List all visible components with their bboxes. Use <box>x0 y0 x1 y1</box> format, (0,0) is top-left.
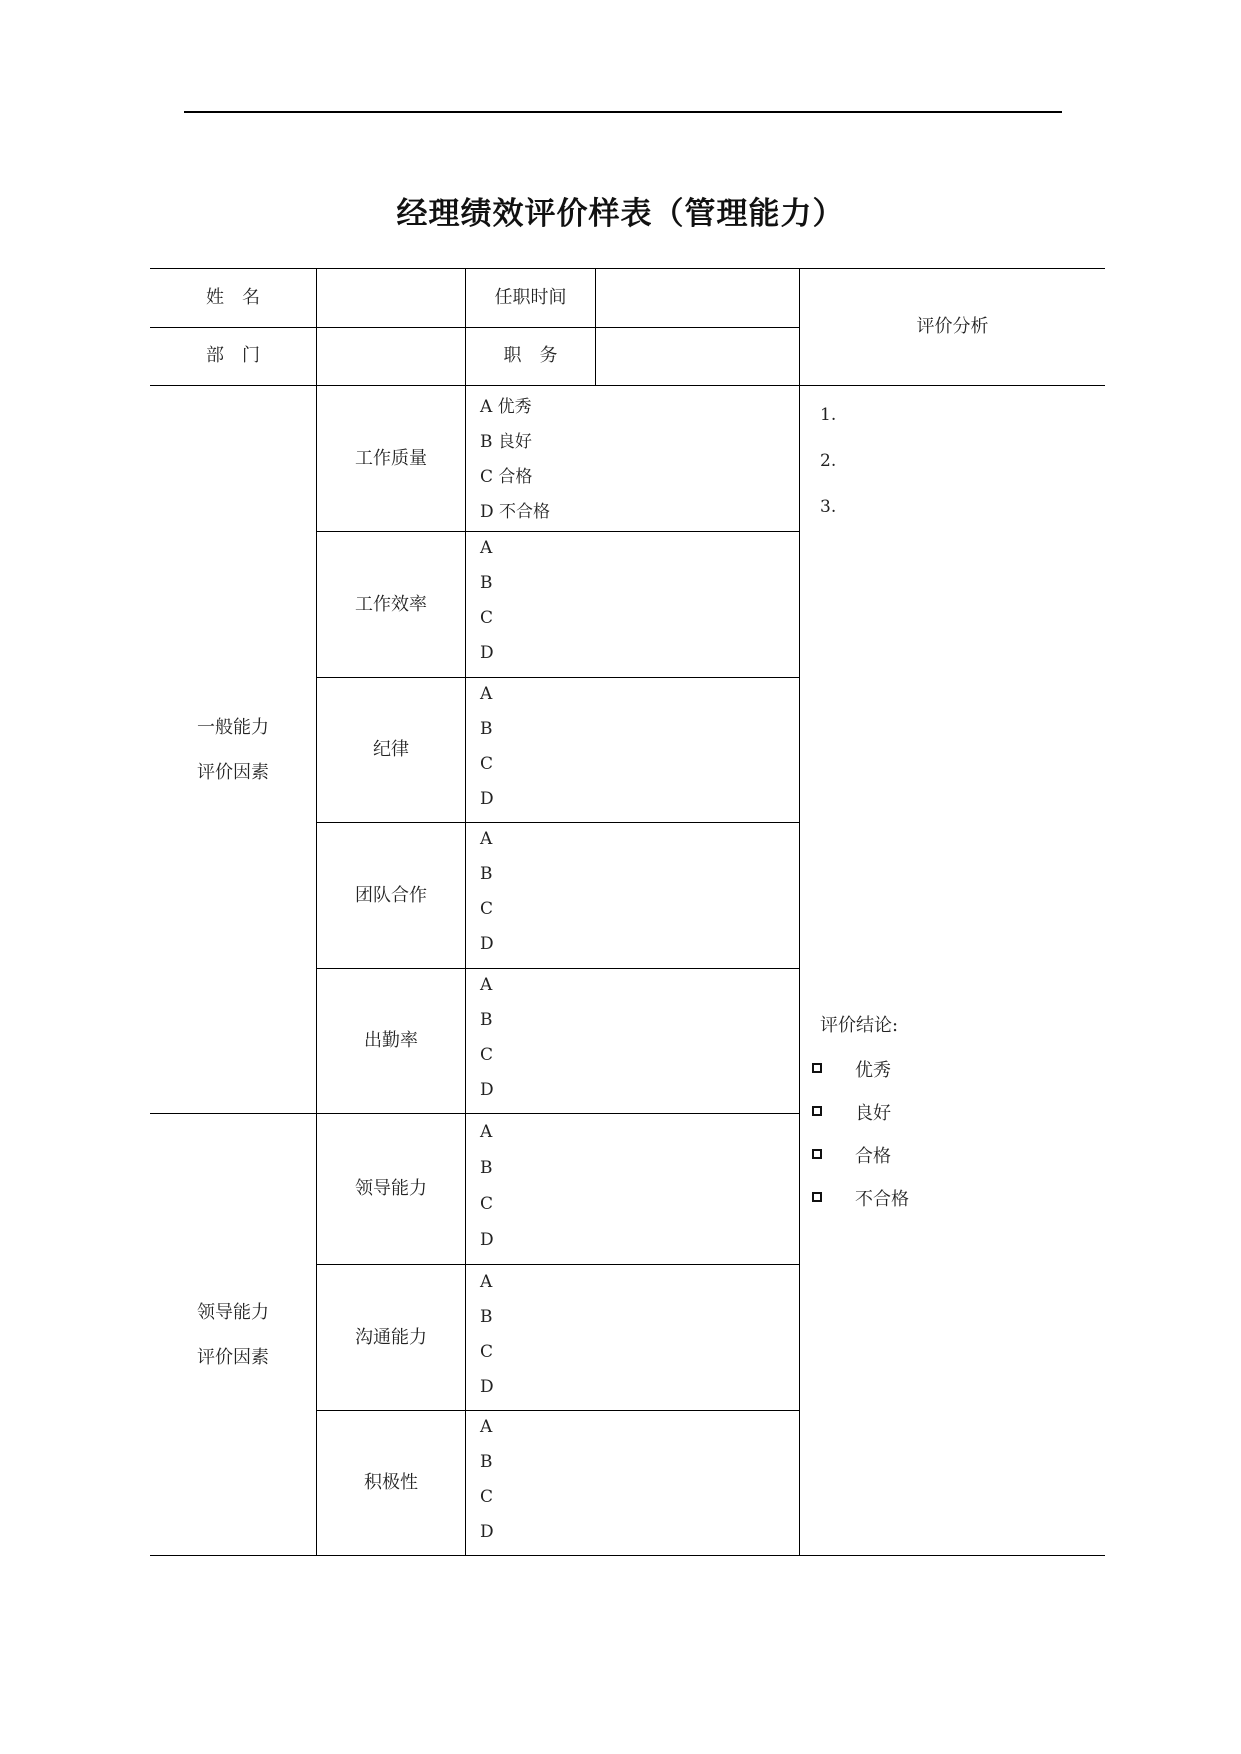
conclusion-label-text: 评价结论: <box>820 1015 899 1036</box>
rating-option[interactable]: A <box>480 538 493 558</box>
analysis-item[interactable]: 1. <box>820 405 837 425</box>
rating-option[interactable]: A <box>480 1122 493 1142</box>
rating-option[interactable]: C <box>480 754 494 774</box>
rating-option[interactable]: B <box>480 864 493 884</box>
factor-name: 工作质量 <box>355 447 427 469</box>
department-field[interactable] <box>317 327 465 385</box>
factor-name: 纪律 <box>373 739 409 761</box>
table-border-bottom <box>150 1555 1105 1556</box>
rating-option[interactable]: B 良好 <box>480 432 532 452</box>
rating-option[interactable]: A <box>480 1417 493 1437</box>
analysis-item[interactable]: 2. <box>820 451 837 471</box>
rating-option[interactable]: C <box>480 1342 494 1362</box>
checkbox-excellent[interactable] <box>812 1063 822 1073</box>
rating-option[interactable]: C 合格 <box>480 467 533 487</box>
rating-option[interactable]: C <box>480 899 494 919</box>
checkbox-pass[interactable] <box>812 1149 822 1159</box>
tenure-label: 任职时间 <box>494 286 567 308</box>
table-divider <box>465 268 466 1555</box>
rating-option[interactable]: C <box>480 1487 494 1507</box>
tenure-field[interactable] <box>596 268 799 327</box>
conclusion-option: 良好 <box>855 1103 891 1124</box>
conclusion-option: 优秀 <box>855 1060 891 1081</box>
rating-option[interactable]: A <box>480 829 493 849</box>
rating-option[interactable]: B <box>480 573 493 593</box>
rating-option[interactable]: C <box>480 1194 494 1214</box>
name-label: 姓 名 <box>206 286 260 308</box>
rating-option[interactable]: D <box>480 643 494 663</box>
rating-option[interactable]: B <box>480 1452 493 1472</box>
analysis-item[interactable]: 3. <box>820 497 837 517</box>
rating-option[interactable]: C <box>480 608 494 628</box>
name-field[interactable] <box>317 268 465 327</box>
position-label: 职 务 <box>503 345 558 367</box>
rating-option[interactable]: D <box>480 1080 494 1100</box>
group-label-leadership: 领导能力 评价因素 <box>197 1301 269 1368</box>
factor-name: 工作效率 <box>355 593 427 615</box>
factor-name: 领导能力 <box>355 1178 427 1200</box>
checkbox-good[interactable] <box>812 1106 822 1116</box>
rating-option[interactable]: D <box>480 1522 494 1542</box>
rating-option[interactable]: D <box>480 789 494 809</box>
rating-option[interactable]: B <box>480 1307 493 1327</box>
factor-name: 沟通能力 <box>355 1326 427 1348</box>
rating-option[interactable]: A <box>480 1272 493 1292</box>
rating-option[interactable]: A 优秀 <box>480 397 532 417</box>
page-title: 经理绩效评价样表（管理能力） <box>396 196 845 232</box>
group-label-general: 一般能力 评价因素 <box>197 716 269 783</box>
rating-option[interactable]: D 不合格 <box>480 502 551 522</box>
rating-option[interactable]: D <box>480 1230 494 1250</box>
factor-name: 出勤率 <box>364 1030 418 1052</box>
factor-name: 积极性 <box>364 1472 418 1494</box>
rating-option[interactable]: B <box>480 1158 493 1178</box>
conclusion-option: 合格 <box>855 1146 891 1167</box>
rating-option[interactable]: C <box>480 1045 494 1065</box>
table-divider <box>799 268 800 1555</box>
analysis-header: 评价分析 <box>916 315 989 337</box>
factor-name: 团队合作 <box>355 884 427 906</box>
rating-option[interactable]: A <box>480 975 493 995</box>
top-rule <box>184 111 1062 113</box>
rating-option[interactable]: A <box>480 684 493 704</box>
position-field[interactable] <box>596 327 799 385</box>
rating-option[interactable]: B <box>480 1010 493 1030</box>
rating-option[interactable]: B <box>480 719 493 739</box>
conclusion-option: 不合格 <box>855 1189 909 1210</box>
rating-option[interactable]: D <box>480 934 494 954</box>
rating-option[interactable]: D <box>480 1377 494 1397</box>
checkbox-fail[interactable] <box>812 1192 822 1202</box>
department-label: 部 门 <box>206 345 260 367</box>
